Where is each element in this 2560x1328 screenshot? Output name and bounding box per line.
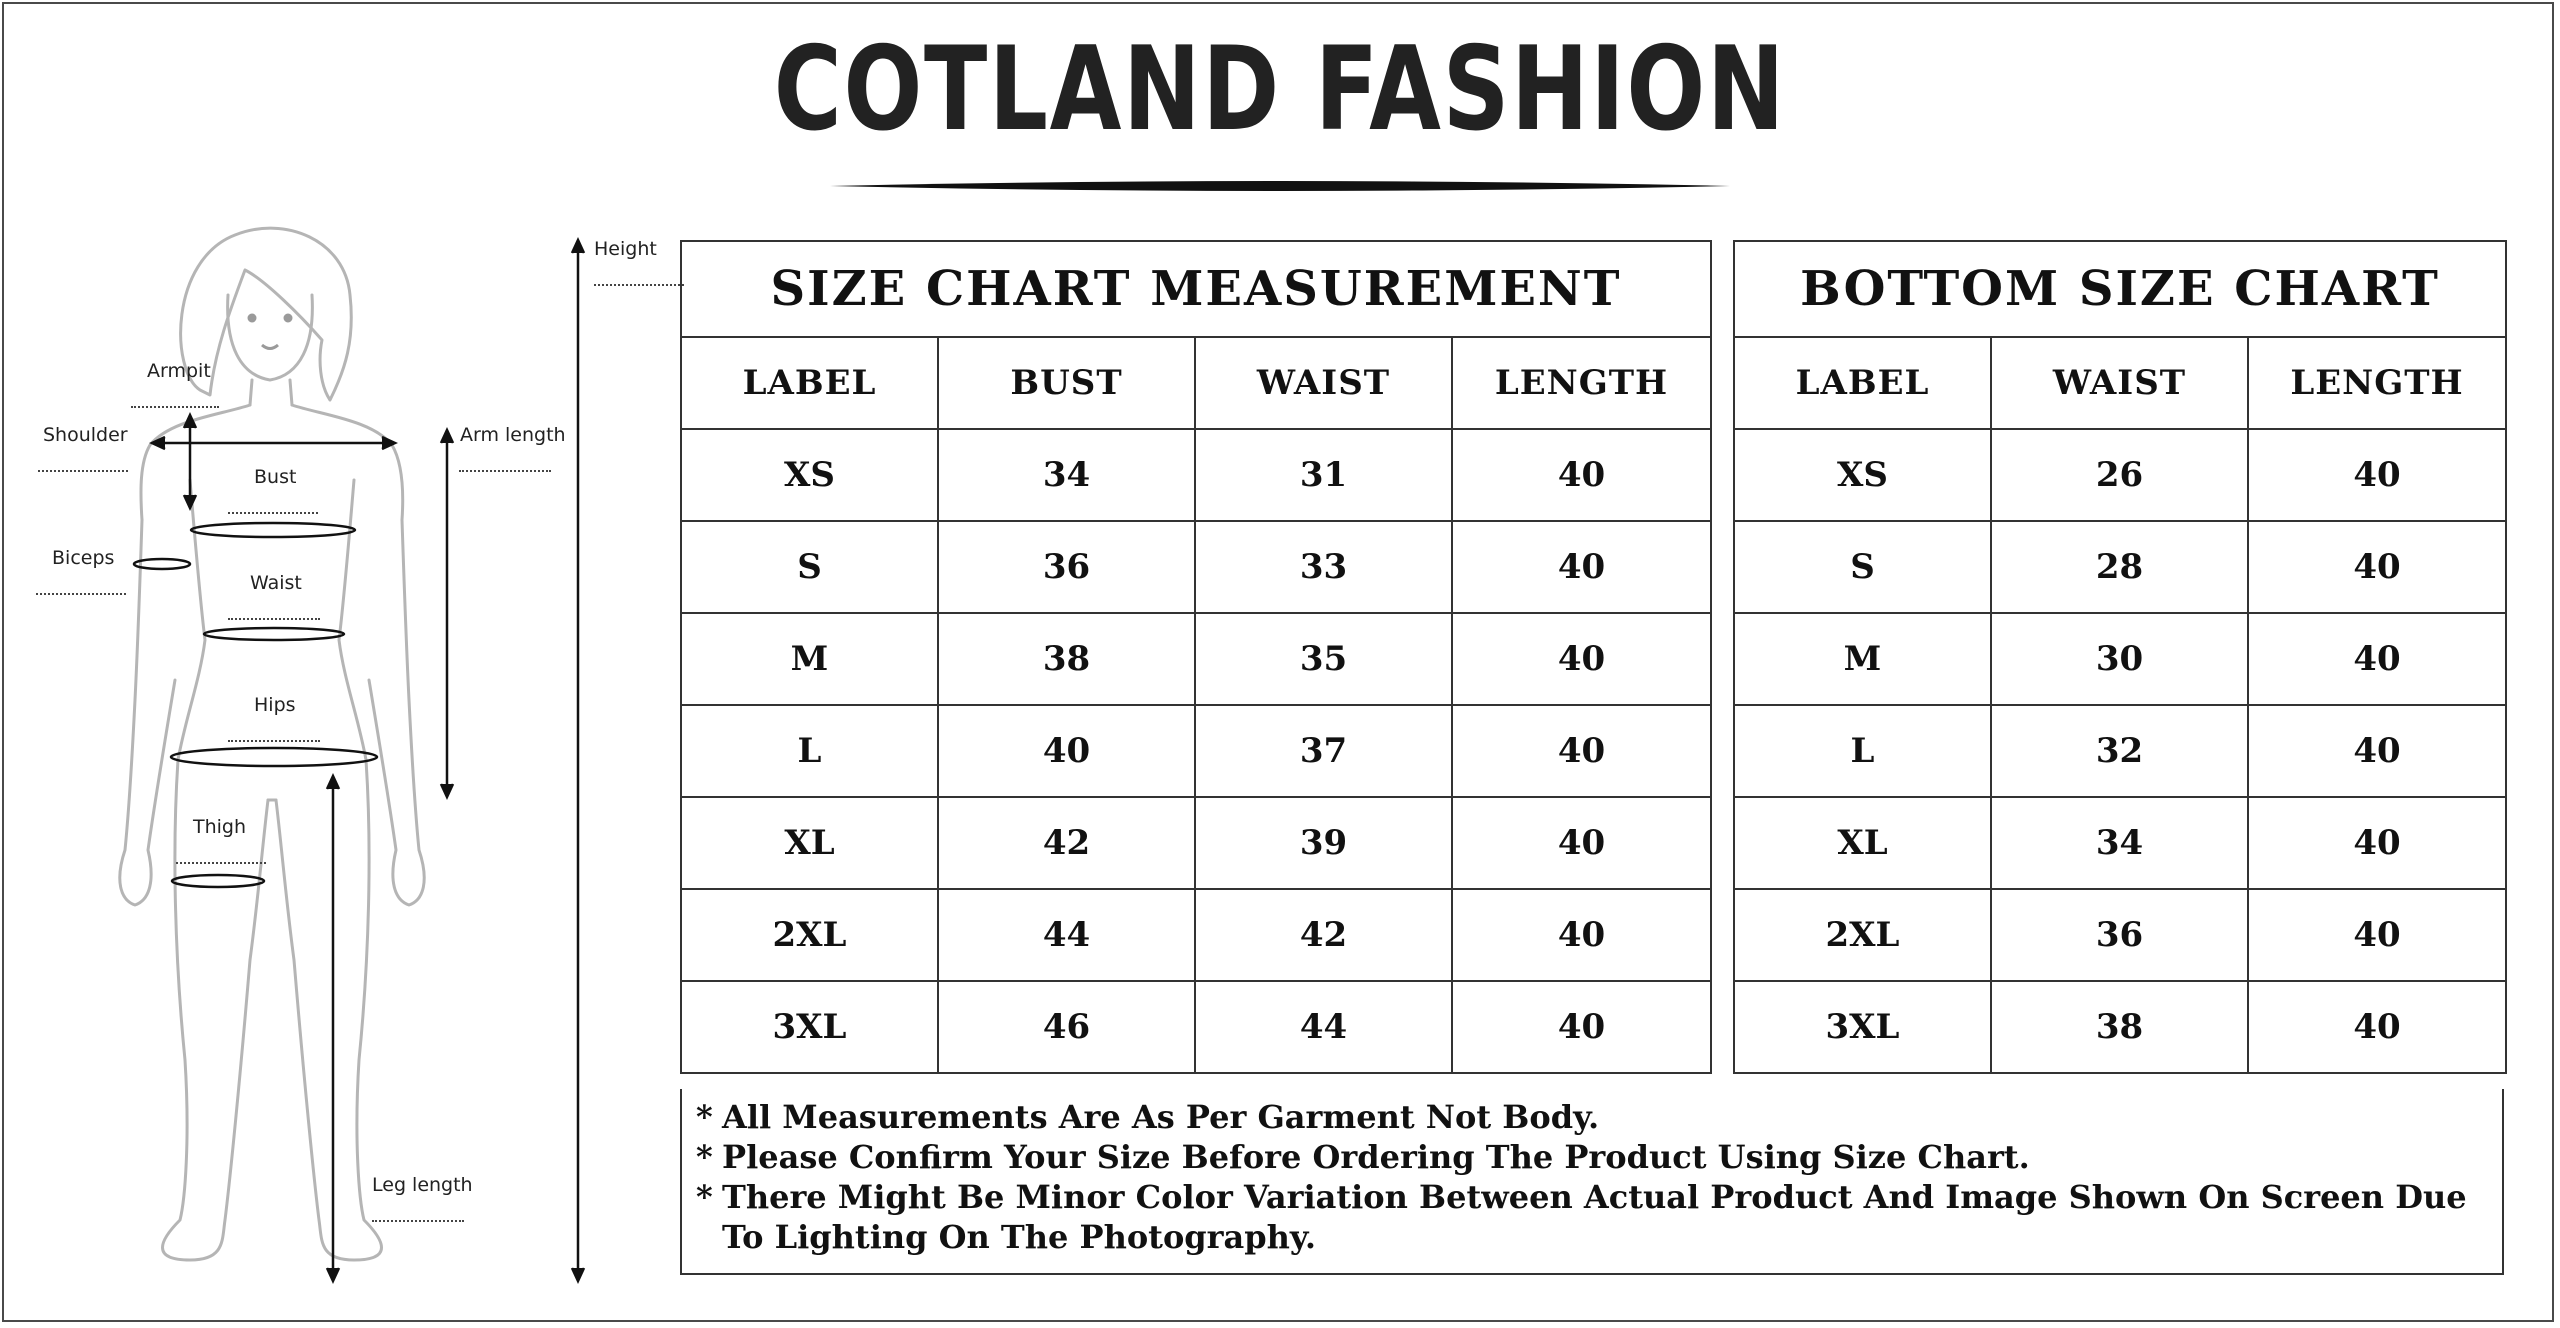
note-bullet: * xyxy=(696,1098,713,1136)
size-chart-table xyxy=(680,240,1712,1074)
note-text: There Might Be Minor Color Variation Between Actual Product And Image Shown On Screen Due To Lighting On The Photography. xyxy=(722,1178,2467,1256)
note-bullet: * xyxy=(696,1178,713,1216)
size-label-cell: 2XL xyxy=(681,889,938,981)
thigh-dotted-line xyxy=(176,862,266,864)
table-row xyxy=(681,705,1711,797)
shoulder-dotted-line xyxy=(38,470,128,472)
size-chart-header-waist: WAIST xyxy=(1195,337,1452,429)
length-cell: 40 xyxy=(1452,613,1711,705)
waist-label: Waist xyxy=(250,572,302,594)
note-item xyxy=(696,1137,2492,1177)
height-label: Height xyxy=(594,238,657,260)
length-cell: 40 xyxy=(1452,705,1711,797)
table-row xyxy=(681,429,1711,521)
armpit-dotted-line xyxy=(131,406,219,408)
bust-cell: 36 xyxy=(938,521,1195,613)
size-label-cell: XS xyxy=(1734,429,1991,521)
brand-title: COTLAND FASHION xyxy=(773,22,1787,157)
note-item xyxy=(696,1097,2492,1137)
waist-cell: 31 xyxy=(1195,429,1452,521)
size-chart-header-row xyxy=(681,337,1711,429)
size-chart-header-bust: BUST xyxy=(938,337,1195,429)
bust-label: Bust xyxy=(254,466,297,488)
length-cell: 40 xyxy=(2248,613,2506,705)
note-item xyxy=(696,1177,2492,1257)
bottom-chart-header-row xyxy=(1734,337,2506,429)
bottom-chart-title: BOTTOM SIZE CHART xyxy=(1734,241,2506,337)
length-cell: 40 xyxy=(2248,981,2506,1073)
bust-cell: 40 xyxy=(938,705,1195,797)
bust-cell: 44 xyxy=(938,889,1195,981)
length-cell: 40 xyxy=(2248,429,2506,521)
height-dotted-line xyxy=(594,284,684,286)
leg-length-label: Leg length xyxy=(372,1174,473,1196)
size-label-cell: XL xyxy=(681,797,938,889)
note-text: Please Confirm Your Size Before Ordering The Product Using Size Chart. xyxy=(722,1138,2030,1176)
size-label-cell: L xyxy=(1734,705,1991,797)
hips-dotted-line xyxy=(228,740,320,742)
bottom-chart-header-length: LENGTH xyxy=(2248,337,2506,429)
table-row xyxy=(1734,889,2506,981)
size-label-cell: M xyxy=(1734,613,1991,705)
table-row xyxy=(681,521,1711,613)
waist-cell: 33 xyxy=(1195,521,1452,613)
size-label-cell: 2XL xyxy=(1734,889,1991,981)
waist-cell: 26 xyxy=(1991,429,2248,521)
size-chart-header-label: LABEL xyxy=(681,337,938,429)
waist-cell: 38 xyxy=(1991,981,2248,1073)
bottom-chart-header-label: LABEL xyxy=(1734,337,1991,429)
bottom-size-chart-table xyxy=(1733,240,2507,1074)
waist-cell: 36 xyxy=(1991,889,2248,981)
shoulder-label: Shoulder xyxy=(43,424,128,446)
bottom-chart-header-waist: WAIST xyxy=(1991,337,2248,429)
table-row xyxy=(681,981,1711,1073)
size-chart-header-length: LENGTH xyxy=(1452,337,1711,429)
body-measurement-figure xyxy=(0,200,680,1310)
size-label-cell: L xyxy=(681,705,938,797)
biceps-label: Biceps xyxy=(52,547,115,569)
size-label-cell: 3XL xyxy=(681,981,938,1073)
waist-cell: 37 xyxy=(1195,705,1452,797)
arm-length-label: Arm length xyxy=(460,424,566,446)
size-label-cell: XS xyxy=(681,429,938,521)
waist-cell: 32 xyxy=(1991,705,2248,797)
body-outline-illustration xyxy=(0,200,680,1310)
length-cell: 40 xyxy=(1452,521,1711,613)
length-cell: 40 xyxy=(2248,797,2506,889)
bust-cell: 46 xyxy=(938,981,1195,1073)
size-label-cell: S xyxy=(681,521,938,613)
table-row xyxy=(1734,797,2506,889)
note-text: All Measurements Are As Per Garment Not Body. xyxy=(722,1098,1600,1136)
length-cell: 40 xyxy=(1452,889,1711,981)
table-row xyxy=(1734,705,2506,797)
table-row xyxy=(681,613,1711,705)
waist-cell: 44 xyxy=(1195,981,1452,1073)
table-row xyxy=(1734,429,2506,521)
bust-dotted-line xyxy=(228,512,318,514)
table-row xyxy=(681,889,1711,981)
waist-cell: 35 xyxy=(1195,613,1452,705)
table-row xyxy=(1734,613,2506,705)
size-label-cell: S xyxy=(1734,521,1991,613)
biceps-dotted-line xyxy=(36,593,126,595)
length-cell: 40 xyxy=(1452,797,1711,889)
note-bullet: * xyxy=(696,1138,713,1176)
brand-underline xyxy=(830,176,1730,196)
length-cell: 40 xyxy=(2248,521,2506,613)
waist-dotted-line xyxy=(228,618,320,620)
bust-cell: 34 xyxy=(938,429,1195,521)
waist-cell: 42 xyxy=(1195,889,1452,981)
table-row xyxy=(681,797,1711,889)
bust-cell: 38 xyxy=(938,613,1195,705)
waist-cell: 30 xyxy=(1991,613,2248,705)
notes-box xyxy=(680,1089,2504,1275)
armpit-label: Armpit xyxy=(147,360,211,382)
waist-cell: 39 xyxy=(1195,797,1452,889)
arm-length-dotted-line xyxy=(459,470,551,472)
hips-label: Hips xyxy=(254,694,296,716)
table-row xyxy=(1734,521,2506,613)
leg-length-dotted-line xyxy=(372,1220,464,1222)
size-chart-title: SIZE CHART MEASUREMENT xyxy=(681,241,1711,337)
length-cell: 40 xyxy=(1452,981,1711,1073)
waist-cell: 28 xyxy=(1991,521,2248,613)
length-cell: 40 xyxy=(1452,429,1711,521)
size-label-cell: 3XL xyxy=(1734,981,1991,1073)
size-label-cell: M xyxy=(681,613,938,705)
size-label-cell: XL xyxy=(1734,797,1991,889)
waist-cell: 34 xyxy=(1991,797,2248,889)
length-cell: 40 xyxy=(2248,889,2506,981)
table-row xyxy=(1734,981,2506,1073)
bust-cell: 42 xyxy=(938,797,1195,889)
length-cell: 40 xyxy=(2248,705,2506,797)
thigh-label: Thigh xyxy=(193,816,247,838)
